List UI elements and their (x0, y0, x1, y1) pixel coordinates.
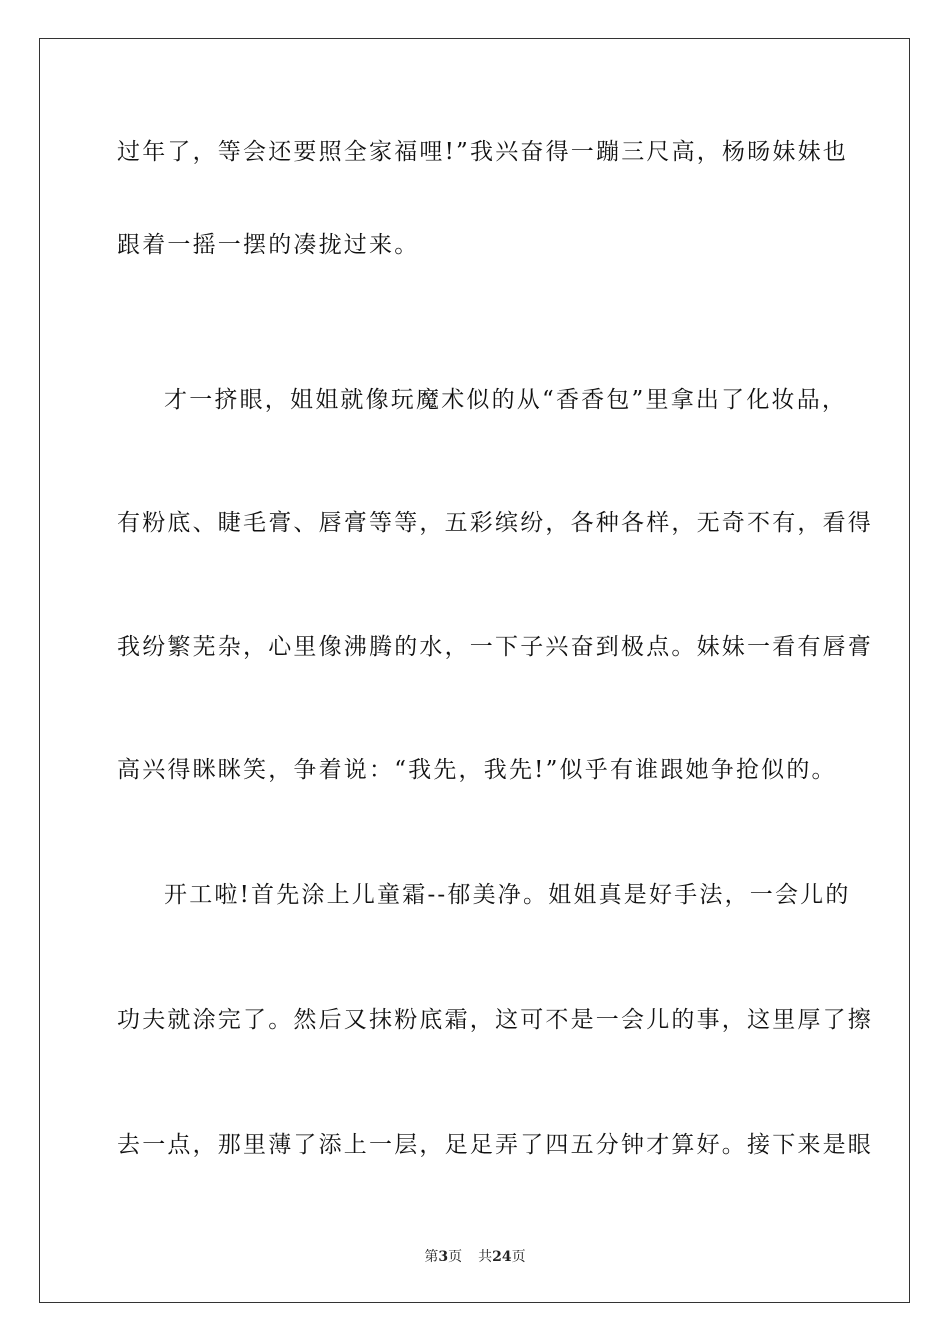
page-footer (0, 1248, 950, 1266)
total-prefix: 共 (478, 1249, 493, 1265)
paragraph-line: 功夫就涂完了。然后又抹粉底霜，这可不是一会儿的事，这里厚了擦 (117, 1007, 873, 1033)
paragraph-line: 有粉底、睫毛膏、唇膏等等，五彩缤纷，各种各样，无奇不有，看得 (117, 510, 873, 536)
paragraph-line: 才一挤眼，姐姐就像玩魔术似的从“香香包”里拿出了化妆品， (164, 387, 848, 413)
paragraph-line: 我纷繁芜杂，心里像沸腾的水，一下子兴奋到极点。妹妹一看有唇膏 (117, 634, 873, 660)
paragraph-line: 跟着一摇一摆的凑拢过来。 (117, 232, 420, 258)
paragraph-line: 过年了，等会还要照全家福哩!”我兴奋得一蹦三尺高，杨旸妹妹也 (117, 139, 849, 165)
page-number: 3 (438, 1249, 449, 1265)
total-pages: 24 (492, 1249, 512, 1265)
total-suffix: 页 (511, 1249, 526, 1265)
paragraph-line: 高兴得眯眯笑，争着说：“我先，我先!”似乎有谁跟她争抢似的。 (117, 757, 837, 783)
page-border (39, 38, 910, 1303)
page-suffix: 页 (448, 1249, 463, 1265)
page-prefix: 第 (424, 1249, 439, 1265)
paragraph-line: 开工啦!首先涂上儿童霜--郁美净。姐姐真是好手法，一会儿的 (164, 882, 851, 908)
paragraph-line: 去一点，那里薄了添上一层，足足弄了四五分钟才算好。接下来是眼 (117, 1132, 873, 1158)
